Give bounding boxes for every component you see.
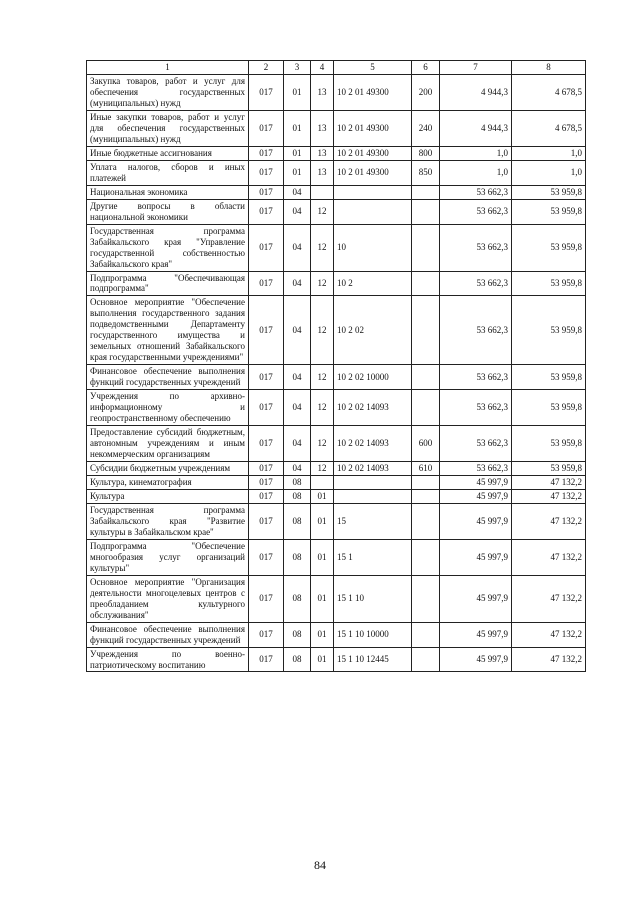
- ministry-code: 017: [249, 224, 284, 271]
- amount-year-1: 53 662,3: [440, 224, 512, 271]
- item-name: Учреждения по архивно-информационному и геопространственному обеспечению: [87, 390, 249, 426]
- ministry-code: 017: [249, 146, 284, 160]
- amount-year-1: 1,0: [440, 146, 512, 160]
- header-col-1: 1: [87, 61, 249, 75]
- table-row: [87, 575, 586, 622]
- amount-year-2: 47 132,2: [512, 539, 586, 575]
- table-row: [87, 503, 586, 539]
- target-article-code: 10 2 02 10000: [334, 365, 412, 390]
- table-row: [87, 647, 586, 672]
- table-row: [87, 75, 586, 111]
- table-row: [87, 489, 586, 503]
- amount-year-1: 53 662,3: [440, 462, 512, 476]
- target-article-code: 15 1 10: [334, 575, 412, 622]
- amount-year-2: 47 132,2: [512, 622, 586, 647]
- amount-year-2: 53 959,8: [512, 462, 586, 476]
- amount-year-1: 53 662,3: [440, 365, 512, 390]
- target-article-code: 10 2: [334, 271, 412, 296]
- section-code: 08: [284, 475, 311, 489]
- ministry-code: 017: [249, 475, 284, 489]
- header-col-5: 5: [334, 61, 412, 75]
- amount-year-1: 53 662,3: [440, 199, 512, 224]
- ministry-code: 017: [249, 271, 284, 296]
- amount-year-1: 53 662,3: [440, 185, 512, 199]
- table-row: [87, 462, 586, 476]
- ministry-code: 017: [249, 647, 284, 672]
- item-name: Субсидии бюджетным учреждениям: [87, 462, 249, 476]
- target-article-code: [334, 489, 412, 503]
- item-name: Подпрограмма "Обеспечение многообразия услуг организаций культуры": [87, 539, 249, 575]
- target-article-code: [334, 199, 412, 224]
- amount-year-2: 1,0: [512, 146, 586, 160]
- amount-year-1: 45 997,9: [440, 475, 512, 489]
- expense-type-code: 800: [412, 146, 440, 160]
- amount-year-2: 53 959,8: [512, 390, 586, 426]
- table-row: [87, 365, 586, 390]
- expense-type-code: [412, 224, 440, 271]
- amount-year-1: 53 662,3: [440, 390, 512, 426]
- item-name: Предоставление субсидий бюджетным, автономным учреждениям и иным некоммерческим организациям: [87, 426, 249, 462]
- target-article-code: 10 2 01 49300: [334, 146, 412, 160]
- header-col-2: 2: [249, 61, 284, 75]
- target-article-code: 15: [334, 503, 412, 539]
- expense-type-code: [412, 365, 440, 390]
- item-name: Другие вопросы в области национальной экономики: [87, 199, 249, 224]
- table-row: [87, 539, 586, 575]
- subsection-code: 12: [311, 462, 334, 476]
- expense-type-code: [412, 296, 440, 365]
- section-code: 04: [284, 462, 311, 476]
- section-code: 08: [284, 647, 311, 672]
- amount-year-2: 1,0: [512, 160, 586, 185]
- amount-year-2: 47 132,2: [512, 503, 586, 539]
- subsection-code: 01: [311, 539, 334, 575]
- table-row: [87, 224, 586, 271]
- section-code: 08: [284, 539, 311, 575]
- amount-year-2: 47 132,2: [512, 647, 586, 672]
- amount-year-2: 53 959,8: [512, 224, 586, 271]
- target-article-code: 15 1 10 12445: [334, 647, 412, 672]
- amount-year-2: 53 959,8: [512, 426, 586, 462]
- amount-year-2: 53 959,8: [512, 365, 586, 390]
- amount-year-1: 45 997,9: [440, 622, 512, 647]
- target-article-code: 10 2 01 49300: [334, 110, 412, 146]
- amount-year-2: 4 678,5: [512, 75, 586, 111]
- ministry-code: 017: [249, 296, 284, 365]
- expense-type-code: 610: [412, 462, 440, 476]
- section-code: 01: [284, 110, 311, 146]
- expense-type-code: 600: [412, 426, 440, 462]
- section-code: 08: [284, 575, 311, 622]
- section-code: 04: [284, 426, 311, 462]
- amount-year-1: 45 997,9: [440, 489, 512, 503]
- amount-year-2: 53 959,8: [512, 199, 586, 224]
- item-name: Финансовое обеспечение выполнения функций государственных учреждений: [87, 622, 249, 647]
- ministry-code: 017: [249, 160, 284, 185]
- section-code: 08: [284, 622, 311, 647]
- amount-year-2: 53 959,8: [512, 271, 586, 296]
- item-name: Государственная программа Забайкальского края "Развитие культуры в Забайкальском крае": [87, 503, 249, 539]
- expense-type-code: [412, 575, 440, 622]
- section-code: 04: [284, 185, 311, 199]
- target-article-code: 10 2 02 14093: [334, 390, 412, 426]
- subsection-code: [311, 475, 334, 489]
- header-col-4: 4: [311, 61, 334, 75]
- amount-year-1: 1,0: [440, 160, 512, 185]
- amount-year-1: 45 997,9: [440, 575, 512, 622]
- table-row: [87, 426, 586, 462]
- item-name: Иные бюджетные ассигнования: [87, 146, 249, 160]
- ministry-code: 017: [249, 185, 284, 199]
- table-row: [87, 160, 586, 185]
- header-col-8: 8: [512, 61, 586, 75]
- subsection-code: 12: [311, 390, 334, 426]
- item-name: Основное мероприятие "Обеспечение выполнения государственного задания подведомственными Департаменту государственного имущества и земельных отношений Забайкальского края государственными учреждениями": [87, 296, 249, 365]
- header-col-7: 7: [440, 61, 512, 75]
- target-article-code: [334, 185, 412, 199]
- header-col-6: 6: [412, 61, 440, 75]
- subsection-code: 13: [311, 75, 334, 111]
- target-article-code: 10 2 02: [334, 296, 412, 365]
- subsection-code: 12: [311, 199, 334, 224]
- subsection-code: 12: [311, 224, 334, 271]
- ministry-code: 017: [249, 365, 284, 390]
- ministry-code: 017: [249, 75, 284, 111]
- table-row: [87, 296, 586, 365]
- section-code: 04: [284, 271, 311, 296]
- amount-year-1: 53 662,3: [440, 271, 512, 296]
- amount-year-1: 53 662,3: [440, 296, 512, 365]
- ministry-code: 017: [249, 575, 284, 622]
- target-article-code: 10 2 02 14093: [334, 426, 412, 462]
- ministry-code: 017: [249, 489, 284, 503]
- amount-year-2: 53 959,8: [512, 185, 586, 199]
- target-article-code: 10 2 02 14093: [334, 462, 412, 476]
- subsection-code: 01: [311, 622, 334, 647]
- subsection-code: 13: [311, 110, 334, 146]
- item-name: Культура: [87, 489, 249, 503]
- ministry-code: 017: [249, 199, 284, 224]
- amount-year-1: 4 944,3: [440, 110, 512, 146]
- target-article-code: 15 1: [334, 539, 412, 575]
- section-code: 08: [284, 503, 311, 539]
- table-row: [87, 185, 586, 199]
- expense-type-code: [412, 647, 440, 672]
- expense-type-code: [412, 475, 440, 489]
- subsection-code: 01: [311, 575, 334, 622]
- subsection-code: 12: [311, 271, 334, 296]
- ministry-code: 017: [249, 539, 284, 575]
- section-code: 04: [284, 199, 311, 224]
- item-name: Иные закупки товаров, работ и услуг для обеспечения государственных (муниципальных) нужд: [87, 110, 249, 146]
- table-row: [87, 390, 586, 426]
- amount-year-2: 47 132,2: [512, 489, 586, 503]
- expense-type-code: [412, 271, 440, 296]
- item-name: Национальная экономика: [87, 185, 249, 199]
- expense-type-code: 240: [412, 110, 440, 146]
- amount-year-1: 45 997,9: [440, 647, 512, 672]
- expense-type-code: 200: [412, 75, 440, 111]
- item-name: Основное мероприятие "Организация деятельности многоцелевых центров с преобладанием культурного обслуживания": [87, 575, 249, 622]
- subsection-code: 13: [311, 146, 334, 160]
- subsection-code: 12: [311, 426, 334, 462]
- ministry-code: 017: [249, 110, 284, 146]
- expense-type-code: [412, 489, 440, 503]
- table-row: [87, 199, 586, 224]
- expense-type-code: 850: [412, 160, 440, 185]
- subsection-code: 13: [311, 160, 334, 185]
- ministry-code: 017: [249, 426, 284, 462]
- section-code: 04: [284, 224, 311, 271]
- table-body: [87, 75, 586, 672]
- expense-type-code: [412, 622, 440, 647]
- subsection-code: 01: [311, 647, 334, 672]
- page-number: 84: [314, 858, 326, 872]
- section-code: 04: [284, 365, 311, 390]
- subsection-code: 01: [311, 503, 334, 539]
- table-row: [87, 475, 586, 489]
- subsection-code: [311, 185, 334, 199]
- section-code: 01: [284, 75, 311, 111]
- section-code: 01: [284, 146, 311, 160]
- subsection-code: 12: [311, 365, 334, 390]
- ministry-code: 017: [249, 503, 284, 539]
- item-name: Учреждения по военно-патриотическому воспитанию: [87, 647, 249, 672]
- ministry-code: 017: [249, 462, 284, 476]
- amount-year-2: 4 678,5: [512, 110, 586, 146]
- expense-type-code: [412, 199, 440, 224]
- item-name: Подпрограмма "Обеспечивающая подпрограмма": [87, 271, 249, 296]
- section-code: 04: [284, 296, 311, 365]
- expense-type-code: [412, 185, 440, 199]
- item-name: Культура, кинематография: [87, 475, 249, 489]
- ministry-code: 017: [249, 390, 284, 426]
- amount-year-1: 53 662,3: [440, 426, 512, 462]
- expense-type-code: [412, 503, 440, 539]
- item-name: Финансовое обеспечение выполнения функций государственных учреждений: [87, 365, 249, 390]
- item-name: Закупка товаров, работ и услуг для обеспечения государственных (муниципальных) нужд: [87, 75, 249, 111]
- item-name: Уплата налогов, сборов и иных платежей: [87, 160, 249, 185]
- target-article-code: 10 2 01 49300: [334, 160, 412, 185]
- subsection-code: 01: [311, 489, 334, 503]
- amount-year-2: 53 959,8: [512, 296, 586, 365]
- amount-year-1: 45 997,9: [440, 539, 512, 575]
- target-article-code: 10 2 01 49300: [334, 75, 412, 111]
- expense-type-code: [412, 539, 440, 575]
- table-row: [87, 146, 586, 160]
- target-article-code: 10: [334, 224, 412, 271]
- amount-year-2: 47 132,2: [512, 475, 586, 489]
- amount-year-2: 47 132,2: [512, 575, 586, 622]
- item-name: Государственная программа Забайкальского края "Управление государственной собственностью Забайкальского края": [87, 224, 249, 271]
- target-article-code: 15 1 10 10000: [334, 622, 412, 647]
- amount-year-1: 45 997,9: [440, 503, 512, 539]
- amount-year-1: 4 944,3: [440, 75, 512, 111]
- table-row: [87, 271, 586, 296]
- section-code: 04: [284, 390, 311, 426]
- table-row: [87, 110, 586, 146]
- section-code: 01: [284, 160, 311, 185]
- expense-type-code: [412, 390, 440, 426]
- subsection-code: 12: [311, 296, 334, 365]
- target-article-code: [334, 475, 412, 489]
- section-code: 08: [284, 489, 311, 503]
- header-col-3: 3: [284, 61, 311, 75]
- header-row: [87, 61, 586, 75]
- ministry-code: 017: [249, 622, 284, 647]
- budget-table: [86, 60, 586, 672]
- table-row: [87, 622, 586, 647]
